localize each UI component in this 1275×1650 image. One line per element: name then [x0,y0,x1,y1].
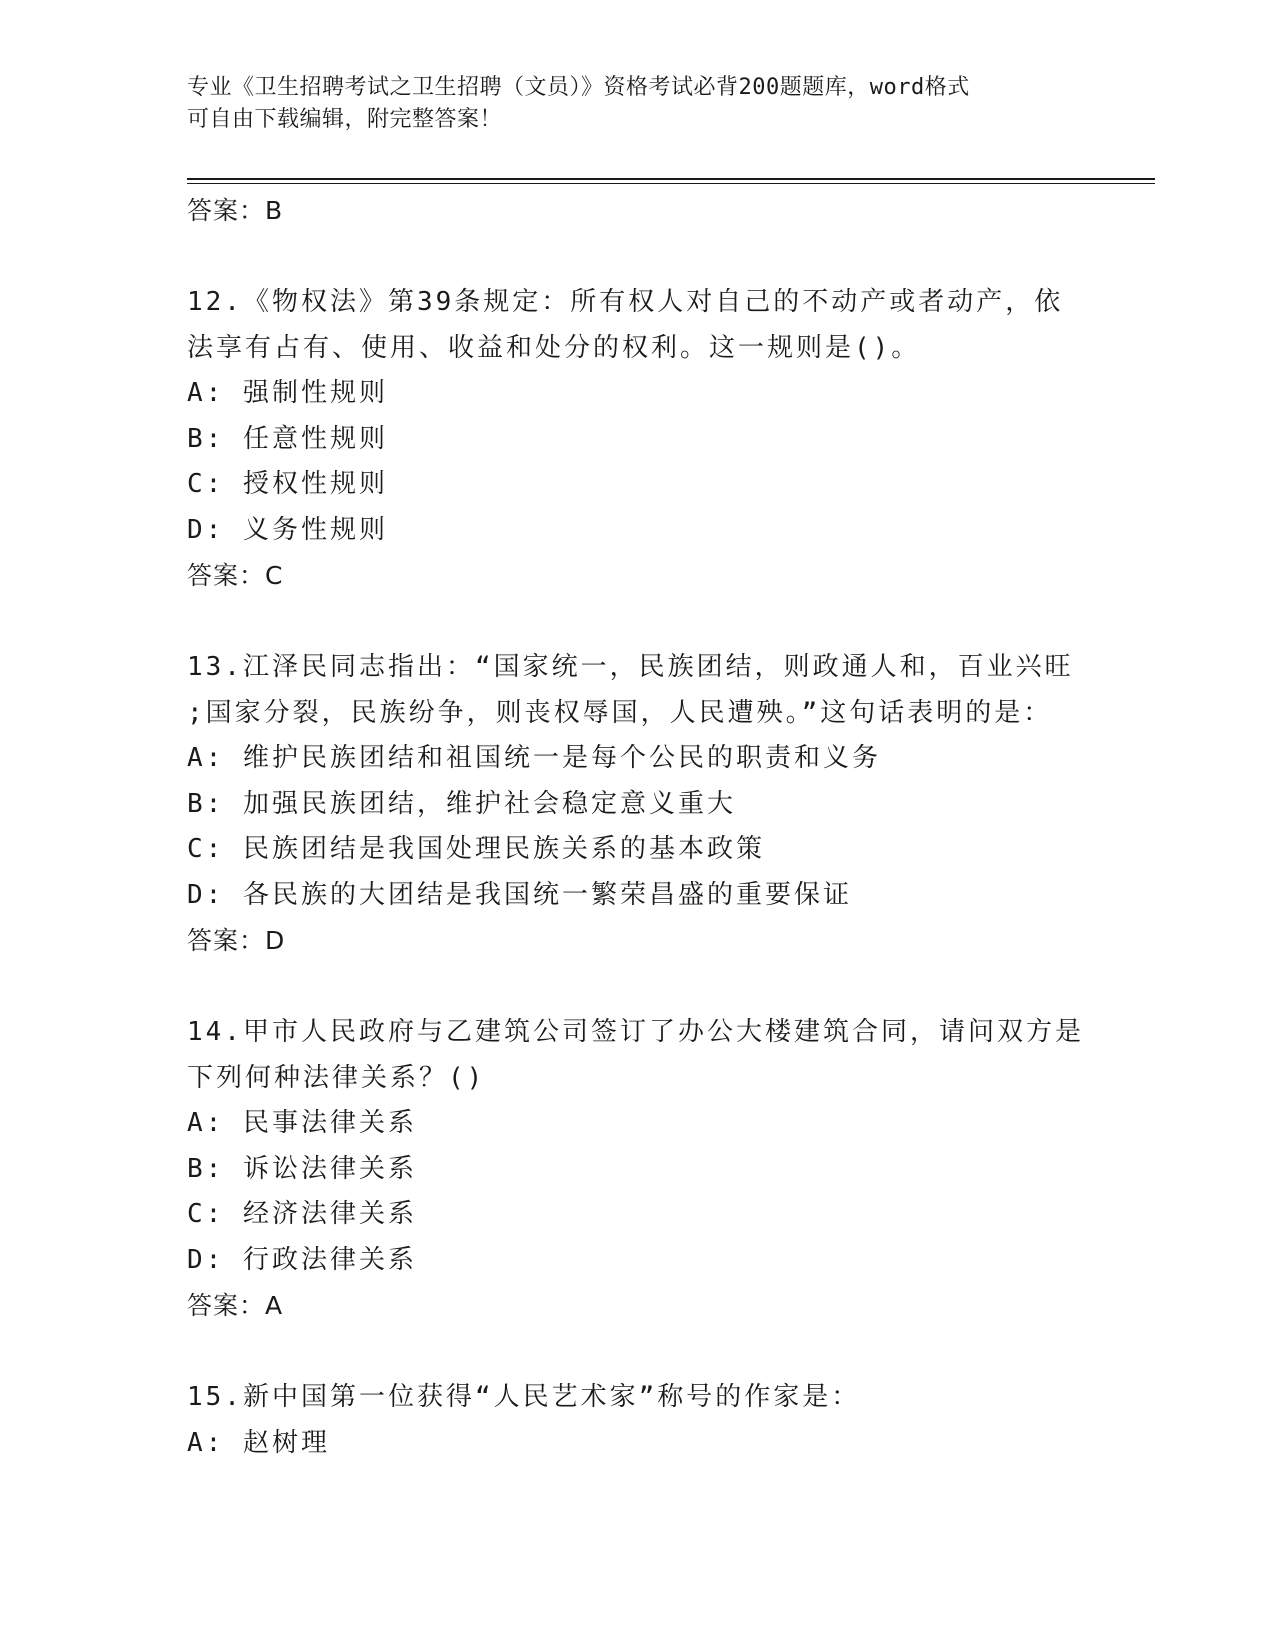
header-line-1: 专业《卫生招聘考试之卫生招聘（文员）》资格考试必背200题题库，word格式 [187,75,970,100]
question-text: 13.江泽民同志指出：“国家统一，民族团结，则政通人和，百业兴旺 [187,652,1074,682]
option-a: A: 民事法律关系 [187,1108,417,1138]
answer-line: 答案：C [187,561,284,590]
option-b: B: 加强民族团结，维护社会稳定意义重大 [187,788,736,819]
page-header [187,72,1077,136]
option-b: B: 诉讼法律关系 [187,1153,417,1184]
option-c: C: 民族团结是我国处理民族关系的基本政策 [187,834,765,864]
option-b: B: 任意性规则 [187,423,388,454]
option-a: A: 强制性规则 [187,378,388,408]
header-rule-thick [187,178,1155,180]
question-text: 下列何种法律关系？() [187,1062,486,1093]
question-block-13 [187,645,1087,964]
question-block-12 [187,280,1087,599]
question-text: 12.《物权法》第39条规定：所有权人对自己的不动产或者动产，依 [187,287,1064,317]
option-a: A: 赵树理 [187,1427,330,1458]
previous-answer: 答案：B [187,196,284,225]
question-text: ;国家分裂，民族纷争，则丧权辱国，人民遭殃。”这句话表明的是： [187,697,1053,728]
question-text: 法享有占有、使用、收益和处分的权利。这一规则是()。 [187,332,921,363]
option-c: C: 经济法律关系 [187,1199,417,1229]
answer-line: 答案：D [187,926,286,955]
option-d: D: 义务性规则 [187,514,388,545]
option-c: C: 授权性规则 [187,469,388,499]
question-block-14 [187,1010,1087,1329]
option-d: D: 各民族的大团结是我国统一繁荣昌盛的重要保证 [187,879,852,910]
header-line-2: 可自由下载编辑，附完整答案！ [187,107,503,132]
question-text: 14.甲市人民政府与乙建筑公司签订了办公大楼建筑合同，请问双方是 [187,1017,1084,1047]
header-rule-thin [187,183,1155,184]
question-text: 15.新中国第一位获得“人民艺术家”称号的作家是： [187,1382,861,1412]
answer-line: 答案：A [187,1291,284,1320]
option-a: A: 维护民族团结和祖国统一是每个公民的职责和义务 [187,743,881,773]
option-d: D: 行政法律关系 [187,1244,417,1275]
question-block-15 [187,1375,1087,1466]
question-list [187,188,1087,1466]
